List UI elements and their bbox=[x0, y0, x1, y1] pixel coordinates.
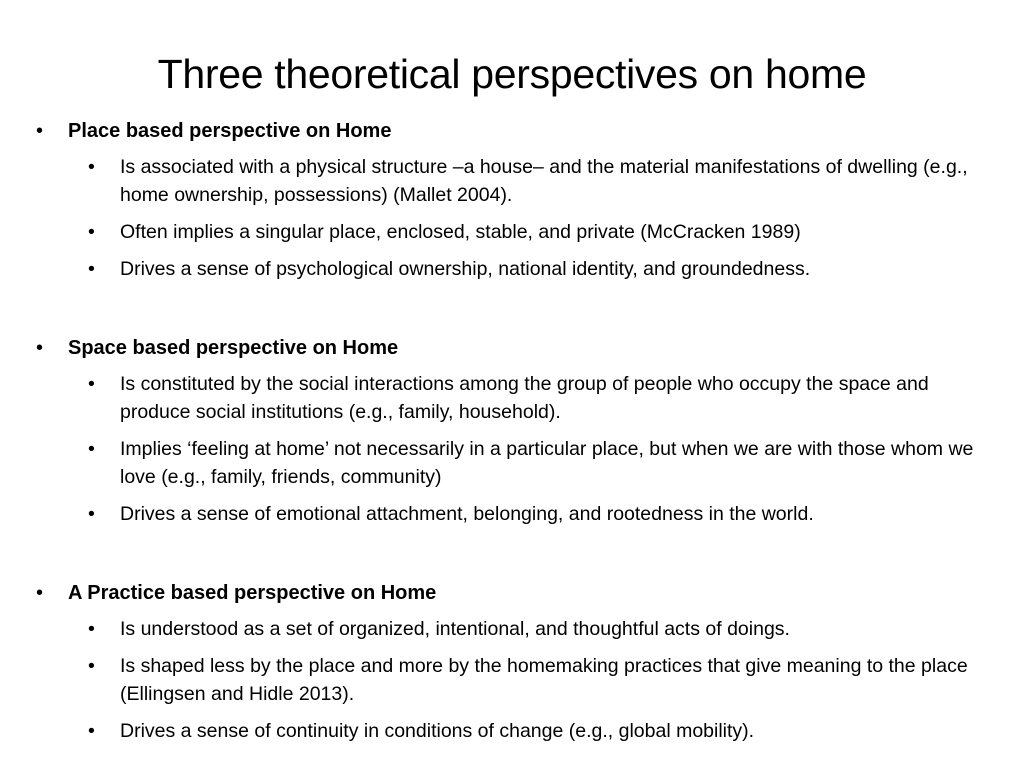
list-item-text: Drives a sense of emotional attachment, belonging, and rootedness in the world. bbox=[120, 503, 814, 525]
list-item-text: Is understood as a set of organized, intentional, and thoughtful acts of doings. bbox=[120, 618, 790, 640]
list-item-text: Drives a sense of continuity in conditions of change (e.g., global mobility). bbox=[120, 720, 755, 742]
section-practice-based bbox=[0, 580, 1024, 745]
sub-bullet-list bbox=[0, 615, 1024, 745]
bullet-icon: • bbox=[88, 503, 95, 525]
list-item bbox=[0, 153, 1024, 209]
list-item-text: Is associated with a physical structure –a house– and the material manifestations of dwelling (e.g., home ownership, possessions) (Mallet 2004). bbox=[120, 156, 968, 206]
bullet-icon: • bbox=[88, 655, 95, 677]
bullet-icon: • bbox=[36, 120, 44, 142]
bullet-icon: • bbox=[88, 438, 95, 460]
section-space-based bbox=[0, 335, 1024, 528]
bullet-icon: • bbox=[88, 720, 95, 742]
list-item-text: Drives a sense of psychological ownership, national identity, and groundedness. bbox=[120, 258, 811, 280]
bullet-icon: • bbox=[88, 258, 95, 280]
section-heading-text: Place based perspective on Home bbox=[68, 120, 392, 142]
list-item bbox=[0, 652, 1024, 708]
list-item bbox=[0, 255, 1024, 283]
section-heading-text: Space based perspective on Home bbox=[68, 337, 399, 359]
list-item bbox=[0, 370, 1024, 426]
bullet-icon: • bbox=[36, 337, 44, 359]
list-item-text: Is constituted by the social interactions among the group of people who occupy the space and produce social institutions (e.g., family, household). bbox=[120, 373, 929, 423]
slide-title: Three theoretical perspectives on home bbox=[157, 51, 867, 97]
sub-bullet-list bbox=[0, 370, 1024, 528]
section-place-based bbox=[0, 118, 1024, 283]
list-item bbox=[0, 435, 1024, 491]
list-item-text: Is shaped less by the place and more by the homemaking practices that give meaning to the place (Ellingsen and Hidle 2013). bbox=[120, 655, 968, 705]
list-item bbox=[0, 717, 1024, 745]
bullet-icon: • bbox=[88, 618, 95, 640]
section-heading-text: A Practice based perspective on Home bbox=[68, 582, 437, 604]
section-heading bbox=[0, 335, 1024, 361]
list-item bbox=[0, 615, 1024, 643]
list-item-text: Often implies a singular place, enclosed, stable, and private (McCracken 1989) bbox=[120, 221, 801, 243]
section-heading bbox=[0, 118, 1024, 144]
bullet-icon: • bbox=[88, 156, 95, 178]
list-item bbox=[0, 500, 1024, 528]
section-heading bbox=[0, 580, 1024, 606]
sub-bullet-list bbox=[0, 153, 1024, 283]
list-item bbox=[0, 218, 1024, 246]
bullet-icon: • bbox=[88, 221, 95, 243]
list-item-text: Implies ‘feeling at home’ not necessarily in a particular place, but when we are with those whom we love (e.g., family, friends, community) bbox=[120, 438, 974, 488]
bullet-icon: • bbox=[88, 373, 95, 395]
bullet-icon: • bbox=[36, 582, 44, 604]
